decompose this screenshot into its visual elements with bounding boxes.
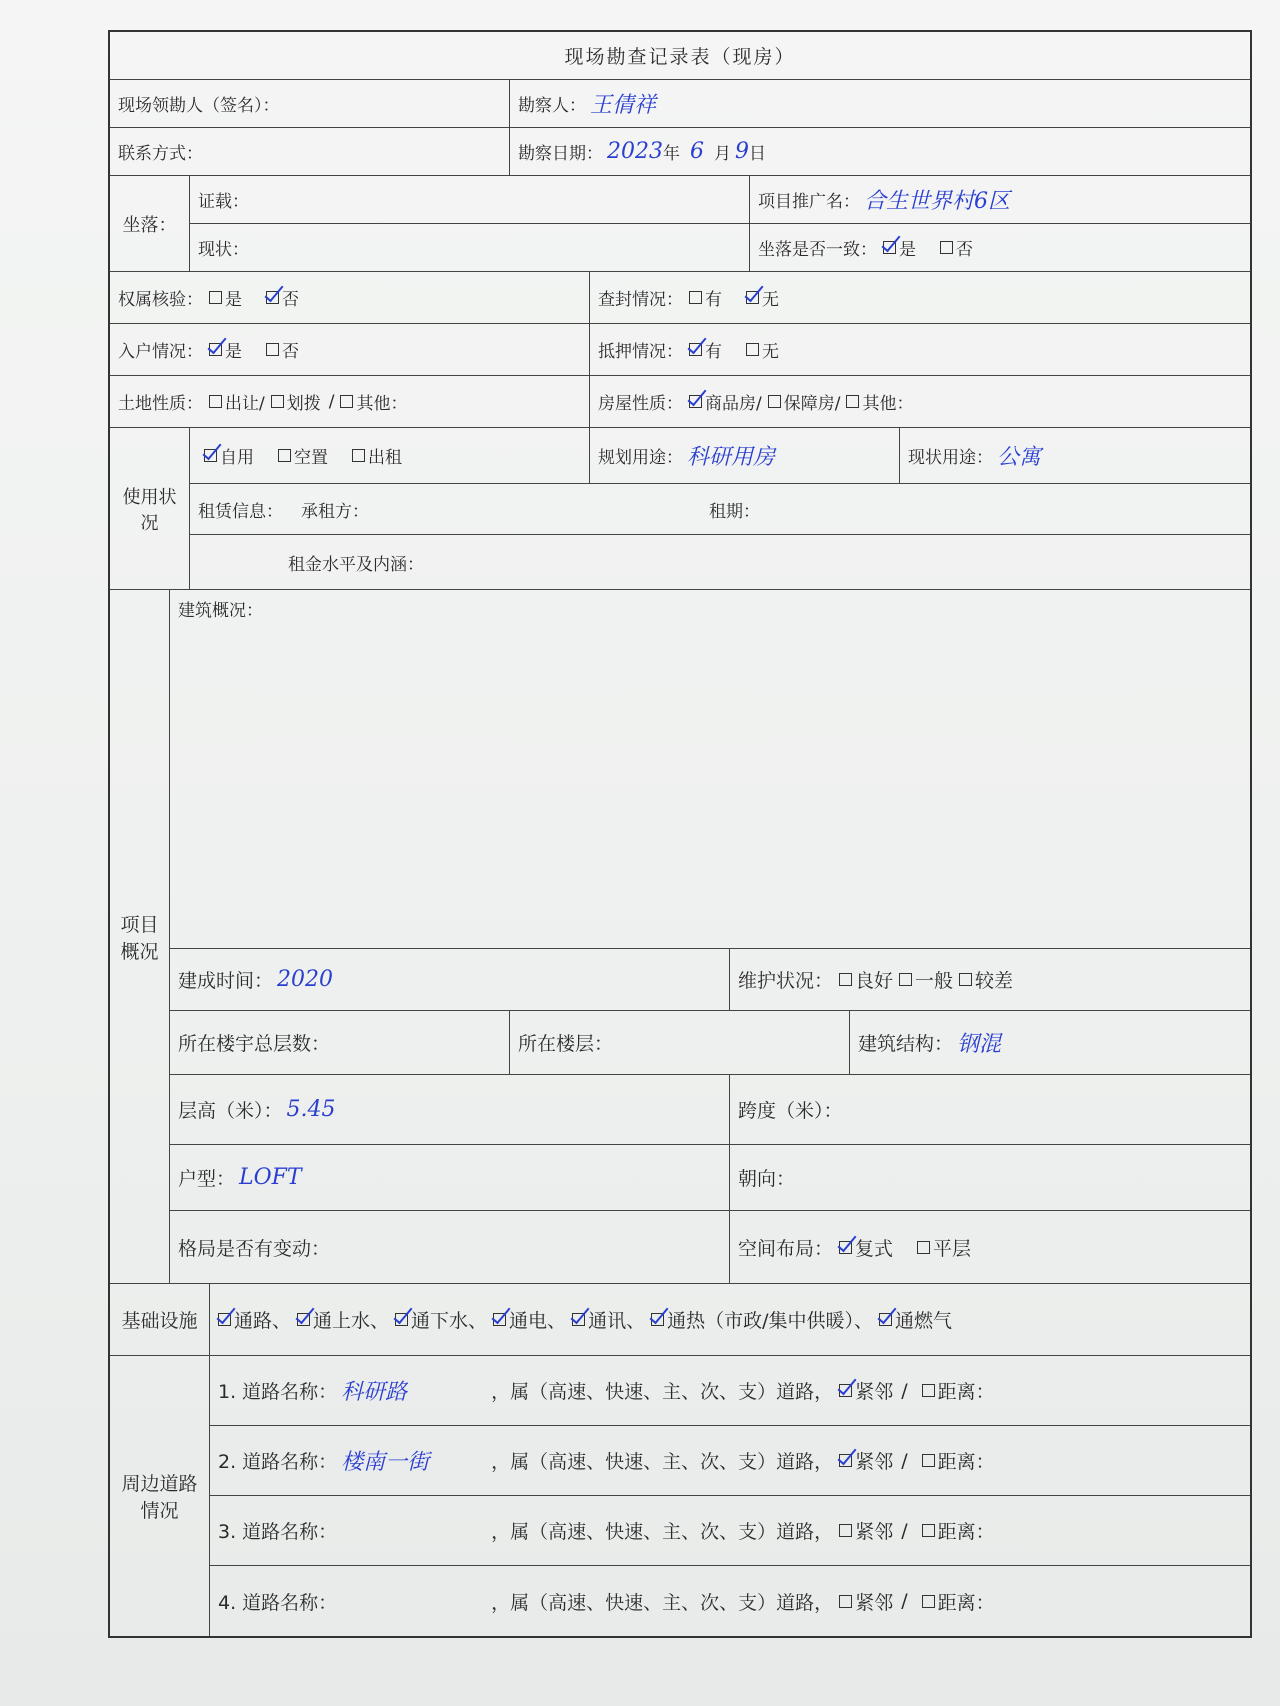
surveyor-value: 王倩祥: [590, 93, 657, 118]
road-class-text: ，属（高速、快速、主、次、支）道路，: [491, 1521, 834, 1543]
infra-gas-checkbox[interactable]: [879, 1313, 892, 1326]
land-allocation-label: 划拨: [286, 394, 321, 414]
structure-value: 钢混: [957, 1032, 1002, 1058]
road-distance-label: 距离：: [937, 1381, 995, 1403]
contact-field: [110, 128, 510, 175]
location-consistent-field: [750, 224, 1250, 272]
tenant-label: 承租方：: [301, 501, 369, 522]
road-row: [210, 1356, 1250, 1425]
maintenance-fair-label: 一般: [915, 970, 954, 993]
unit-type-field: [170, 1145, 730, 1210]
infra-road-checkbox[interactable]: [218, 1313, 231, 1326]
seal-no-label: 无: [762, 290, 779, 310]
floor-height-field: [170, 1075, 730, 1144]
infra-power-label: 通电、: [509, 1310, 567, 1332]
date-month-unit: 月: [714, 144, 731, 164]
house-other-checkbox[interactable]: [846, 395, 859, 408]
consistent-yes-label: 是: [899, 239, 916, 260]
unit-type-label: 户型：: [178, 1168, 236, 1191]
consistent-no-checkbox[interactable]: [940, 241, 953, 254]
mortgage-yes-checkbox[interactable]: [689, 343, 702, 356]
maintenance-fair-checkbox[interactable]: [899, 973, 912, 986]
infra-heating-checkbox[interactable]: [651, 1313, 664, 1326]
maintenance-poor-checkbox[interactable]: [959, 973, 972, 986]
road-distance-label: 距离：: [937, 1591, 995, 1614]
land-separator: /: [328, 391, 335, 412]
maintenance-field: [730, 949, 1250, 1010]
land-label: 土地性质：: [118, 394, 203, 414]
leader-label: 现场领勘人（签名）：: [118, 96, 280, 116]
total-floors-field: [170, 1011, 510, 1074]
road-adjacent-label: 紧邻: [855, 1591, 894, 1614]
usage-status-field: [190, 428, 590, 483]
road-distance-checkbox[interactable]: [922, 1595, 935, 1608]
plan-use-value: 科研用房: [687, 444, 776, 470]
seal-field: [590, 272, 1250, 323]
structure-label: 建筑结构：: [858, 1033, 954, 1056]
land-transfer-label: 出让/: [225, 394, 265, 414]
promo-name-value: 合生世界村6区: [864, 188, 1010, 214]
mortgage-no-label: 无: [762, 342, 779, 362]
ownership-no-checkbox[interactable]: [266, 291, 279, 304]
maintenance-poor-label: 较差: [975, 970, 1014, 993]
consistent-yes-checkbox[interactable]: [883, 241, 896, 254]
infra-water-checkbox[interactable]: [297, 1313, 310, 1326]
road-number: 3. 道路名称：: [218, 1521, 338, 1543]
road-separator: /: [901, 1590, 908, 1612]
house-commercial-label: 商品房/: [705, 394, 762, 414]
maintenance-label: 维护状况：: [738, 970, 834, 993]
ownership-label: 权属核验：: [118, 290, 203, 310]
roads-label: [110, 1356, 210, 1636]
entry-yes-checkbox[interactable]: [209, 343, 222, 356]
road-separator: /: [901, 1449, 908, 1472]
road-adjacent-label: 紧邻: [855, 1451, 894, 1473]
infra-telecom-label: 通讯、: [588, 1310, 646, 1332]
form-title: 现场勘查记录表（现房）: [564, 46, 796, 68]
date-year-unit: 年: [663, 144, 680, 164]
contact-label: 联系方式：: [118, 144, 203, 164]
seal-yes-label: 有: [705, 290, 722, 310]
usage-vacant-checkbox[interactable]: [278, 449, 291, 462]
cert-location-label: 证载：: [198, 191, 249, 212]
date-year: 2023: [607, 139, 663, 164]
current-use-label: 现状用途：: [908, 447, 993, 468]
usage-self-checkbox[interactable]: [204, 449, 217, 462]
space-layout-field: [730, 1211, 1250, 1283]
mortgage-label: 抵押情况：: [598, 342, 683, 362]
road-row: [210, 1566, 1250, 1636]
road-number: 1. 道路名称：: [218, 1381, 338, 1403]
layout-flat-checkbox[interactable]: [917, 1241, 930, 1254]
unit-type-value: LOFT: [239, 1165, 302, 1191]
rent-level-label: 租金水平及内涵：: [288, 554, 424, 575]
layout-change-field: [170, 1211, 730, 1283]
seal-label: 查封情况：: [598, 290, 683, 310]
floor-field: [510, 1011, 850, 1074]
layout-duplex-checkbox[interactable]: [839, 1241, 852, 1254]
road-distance-label: 距离：: [937, 1521, 995, 1543]
project-label: 项目概况: [110, 590, 170, 1283]
rent-level-field: [190, 535, 1250, 589]
roads-label-line1: 周边道路: [121, 1473, 198, 1495]
road-separator: /: [901, 1379, 908, 1402]
ownership-yes-label: 是: [225, 290, 242, 310]
actual-location-field: [190, 224, 750, 272]
space-layout-label: 空间布局：: [738, 1237, 834, 1260]
road-adjacent-checkbox[interactable]: [839, 1454, 852, 1467]
house-label: 房屋性质：: [598, 394, 683, 414]
built-year-value: 2020: [277, 967, 334, 993]
actual-location-label: 现状：: [198, 239, 249, 260]
entry-no-label: 否: [282, 342, 299, 362]
span-label: 跨度（米）：: [738, 1100, 843, 1123]
plan-use-label: 规划用途：: [598, 447, 683, 468]
land-allocation-checkbox[interactable]: [271, 395, 284, 408]
infra-items: [210, 1284, 1250, 1355]
built-year-field: [170, 949, 730, 1010]
date-day-unit: 日: [749, 144, 766, 164]
house-affordable-label: 保障房/: [783, 394, 841, 414]
usage-self-label: 自用: [220, 447, 254, 468]
surveyor-field: [510, 80, 1250, 127]
layout-duplex-label: 复式: [855, 1237, 894, 1260]
usage-rent-checkbox[interactable]: [352, 449, 365, 462]
road-separator: /: [901, 1519, 908, 1542]
orientation-label: 朝向：: [738, 1168, 796, 1191]
usage-vacant-label: 空置: [294, 447, 328, 468]
road-row: [210, 1426, 1250, 1495]
mortgage-no-checkbox[interactable]: [746, 343, 759, 356]
promo-name-field: [750, 176, 1250, 223]
built-year-label: 建成时间：: [178, 970, 274, 993]
infra-drain-checkbox[interactable]: [395, 1313, 408, 1326]
date-day: 9: [735, 139, 749, 164]
infra-heating-label: 通热（市政/集中供暖）、: [667, 1310, 873, 1332]
layout-flat-label: 平层: [933, 1237, 972, 1260]
road-adjacent-label: 紧邻: [855, 1521, 894, 1543]
usage-rent-label: 出租: [368, 447, 402, 468]
ownership-yes-checkbox[interactable]: [209, 291, 222, 304]
infra-power-checkbox[interactable]: [493, 1313, 506, 1326]
building-overview-label: 建筑概况：: [178, 601, 263, 621]
infra-gas-label: 通燃气: [894, 1310, 952, 1332]
road-distance-checkbox[interactable]: [922, 1524, 935, 1537]
house-affordable-checkbox[interactable]: [768, 395, 781, 408]
date-month: 6: [690, 139, 704, 164]
orientation-field: [730, 1145, 1250, 1210]
seal-no-checkbox[interactable]: [746, 291, 759, 304]
road-class-text: ，属（高速、快速、主、次、支）道路，: [491, 1451, 834, 1473]
survey-form: [108, 30, 1252, 1638]
infra-label: 基础设施: [110, 1284, 210, 1355]
road-distance-label: 距离：: [937, 1451, 995, 1473]
house-commercial-checkbox[interactable]: [689, 395, 702, 408]
entry-no-checkbox[interactable]: [266, 343, 279, 356]
road-class-text: ，属（高速、快速、主、次、支）道路，: [491, 1591, 834, 1614]
land-other-label: 其他：: [356, 394, 408, 414]
infra-road-label: 通路、: [234, 1310, 292, 1332]
infra-water-label: 通上水、: [313, 1310, 390, 1332]
lease-term-label: 租期：: [709, 501, 760, 522]
maintenance-good-label: 良好: [855, 970, 894, 993]
lease-info-label: 租赁信息：: [198, 501, 283, 522]
current-use-field: [900, 428, 1250, 483]
cert-location-field: [190, 176, 750, 223]
building-overview-field: [170, 590, 1250, 948]
road-distance-checkbox[interactable]: [922, 1384, 935, 1397]
location-consistent-label: 坐落是否一致：: [758, 239, 877, 260]
floor-height-value: 5.45: [286, 1097, 336, 1123]
house-field: [590, 376, 1250, 427]
mortgage-yes-label: 有: [705, 342, 722, 362]
date-field: [510, 128, 1250, 175]
road-number: 2. 道路名称：: [218, 1451, 338, 1473]
entry-label: 入户情况：: [118, 342, 203, 362]
ownership-field: [110, 272, 590, 323]
floor-label: 所在楼层：: [518, 1033, 614, 1056]
roads-label-line2: 情况: [140, 1500, 179, 1522]
surveyor-label: 勘察人：: [518, 96, 586, 116]
ownership-no-label: 否: [282, 290, 299, 310]
layout-change-label: 格局是否有变动：: [178, 1237, 331, 1260]
road-name-value: 楼南一街: [341, 1450, 430, 1475]
seal-yes-checkbox[interactable]: [689, 291, 702, 304]
consistent-no-label: 否: [956, 239, 973, 260]
land-field: [110, 376, 590, 427]
location-label: 坐落：: [110, 176, 190, 271]
land-other-checkbox[interactable]: [340, 395, 353, 408]
floor-height-label: 层高（米）：: [178, 1100, 283, 1123]
span-field: [730, 1075, 1250, 1144]
road-adjacent-label: 紧邻: [855, 1381, 894, 1403]
infra-drain-label: 通下水、: [411, 1310, 488, 1332]
plan-use-field: [590, 428, 900, 483]
road-distance-checkbox[interactable]: [922, 1454, 935, 1467]
leader-field: [110, 80, 510, 127]
current-use-value: 公寓: [997, 444, 1042, 470]
road-row: [210, 1496, 1250, 1565]
structure-field: [850, 1011, 1250, 1074]
infra-telecom-checkbox[interactable]: [572, 1313, 585, 1326]
road-adjacent-checkbox[interactable]: [839, 1524, 852, 1537]
land-transfer-checkbox[interactable]: [209, 395, 222, 408]
road-adjacent-checkbox[interactable]: [839, 1384, 852, 1397]
date-label: 勘察日期：: [518, 144, 603, 164]
promo-name-label: 项目推广名：: [758, 191, 860, 212]
road-number: 4. 道路名称：: [218, 1591, 338, 1614]
maintenance-good-checkbox[interactable]: [839, 973, 852, 986]
road-class-text: ，属（高速、快速、主、次、支）道路，: [491, 1381, 834, 1403]
total-floors-label: 所在楼宇总层数：: [178, 1033, 331, 1056]
road-name-value: 科研路: [341, 1380, 408, 1405]
usage-label: 使用状况: [110, 428, 190, 589]
entry-yes-label: 是: [225, 342, 242, 362]
entry-field: [110, 324, 590, 375]
lease-info-field: [190, 484, 1250, 535]
road-adjacent-checkbox[interactable]: [839, 1595, 852, 1608]
mortgage-field: [590, 324, 1250, 375]
house-other-label: 其他：: [862, 394, 914, 414]
